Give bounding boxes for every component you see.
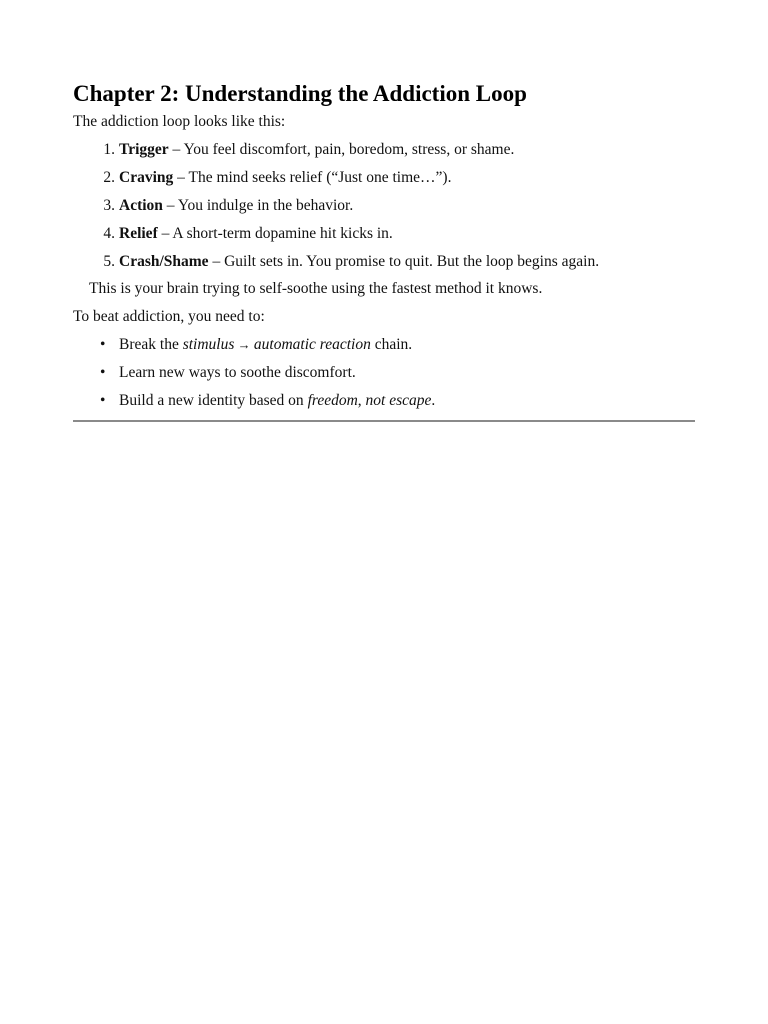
list-item: [73, 364, 695, 382]
bullet-text: chain.: [370, 336, 413, 353]
addiction-loop-list: [73, 141, 695, 271]
list-item: [73, 392, 695, 410]
horizontal-rule: [73, 420, 695, 422]
emphasis-text: not escape: [365, 392, 432, 409]
step-term: Crash/Shame: [119, 253, 209, 270]
list-number: 3.: [103, 197, 115, 214]
step-description: – A short-term dopamine hit kicks in.: [157, 225, 393, 242]
step-term: Relief: [119, 225, 158, 242]
list-item: [73, 336, 695, 354]
emphasis-text: automatic reaction: [253, 336, 371, 353]
step-term: Craving: [119, 169, 174, 186]
bullet-glyph: •: [100, 392, 106, 409]
document-page: [73, 80, 695, 422]
step-description: – Guilt sets in. You promise to quit. But the loop begins again.: [208, 253, 600, 270]
list-number: 1.: [103, 141, 115, 158]
list-item: [73, 169, 695, 187]
step-description: – You indulge in the behavior.: [162, 197, 354, 214]
bullet-text: Break the: [119, 336, 183, 353]
step-term: Action: [119, 197, 163, 214]
bullet-glyph: •: [100, 336, 106, 353]
step-term: Trigger: [119, 141, 169, 158]
note-paragraph: This is your brain trying to self-soothe using the fastest method it knows.: [89, 280, 543, 297]
bullet-text: ,: [357, 392, 366, 409]
emphasis-text: freedom: [307, 392, 358, 409]
list-item: [73, 253, 695, 271]
intro-paragraph: The addiction loop looks like this:: [73, 113, 286, 130]
bullet-glyph: •: [100, 364, 106, 381]
list-number: 5.: [103, 253, 115, 270]
beat-addiction-list: [73, 336, 695, 410]
chapter-title: Chapter 2: Understanding the Addiction Loop: [73, 81, 527, 106]
bullet-text: Build a new identity based on: [119, 392, 308, 409]
step-description: – You feel discomfort, pain, boredom, stress, or shame.: [168, 141, 515, 158]
list-number: 4.: [103, 225, 115, 242]
bullet-text: Learn new ways to soothe discomfort.: [119, 364, 356, 381]
emphasis-text: stimulus: [182, 336, 235, 353]
list-number: 2.: [103, 169, 115, 186]
list-item: [73, 141, 695, 159]
arrow-icon: →: [234, 337, 254, 352]
bullet-text: .: [431, 392, 436, 409]
beat-intro-paragraph: To beat addiction, you need to:: [73, 308, 265, 325]
list-item: [73, 197, 695, 215]
step-description: – The mind seeks relief (“Just one time…”).: [173, 169, 452, 186]
list-item: [73, 225, 695, 243]
